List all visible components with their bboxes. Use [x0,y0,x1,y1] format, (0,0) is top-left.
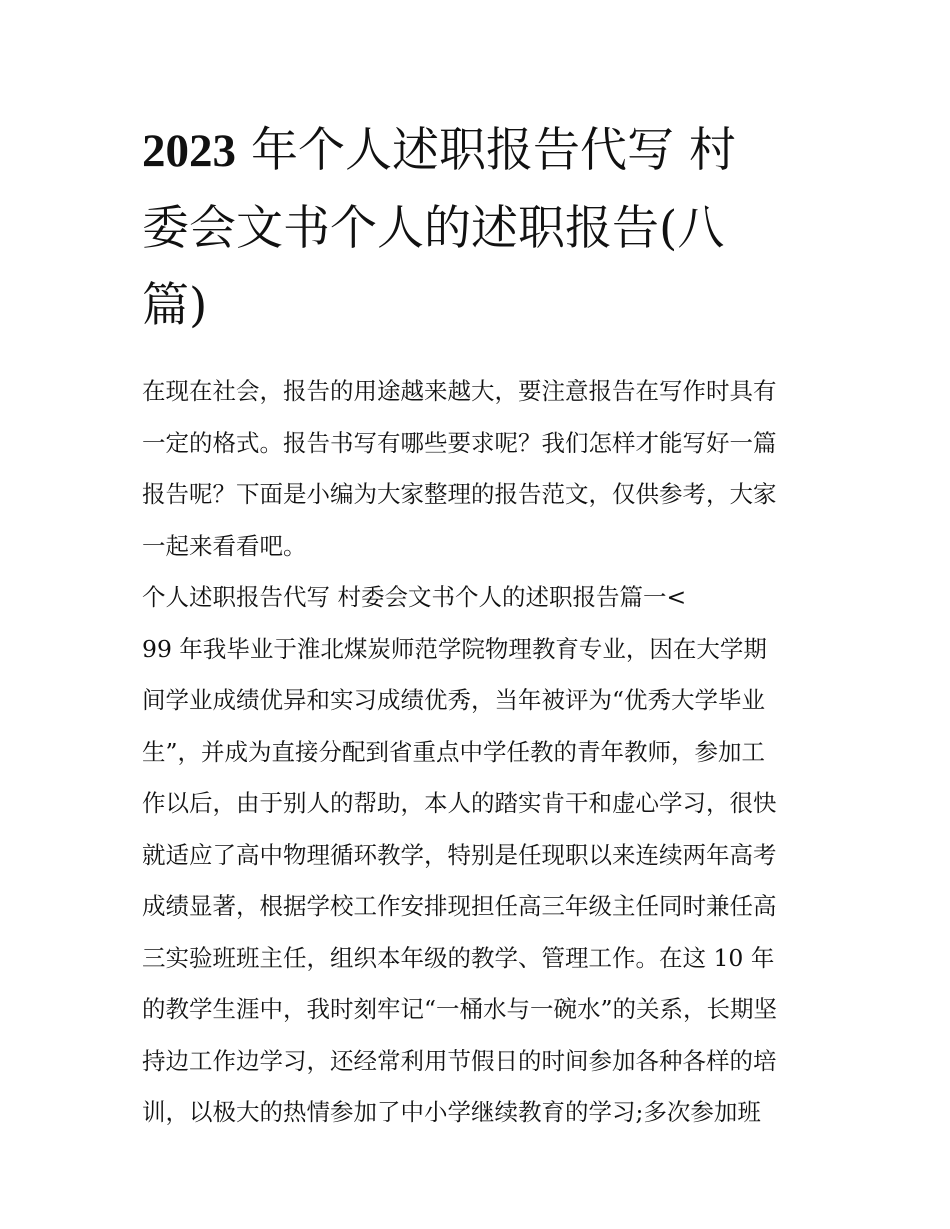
title-year: 2023 [142,125,236,177]
body-line: 作以后，由于别人的帮助，本人的踏实肯干和虚心学习，很快 [142,789,777,817]
body-line: 报告呢？下面是小编为大家整理的报告范文，仅供参考，大家 [142,480,777,508]
body-line: 训，以极大的热情参加了中小学继续教育的学习;多次参加班 [142,1098,761,1126]
body-line: 一起来看看吧。 [142,531,307,560]
document-title [142,112,812,344]
title-line-1-text: 年个人述职报告代写 村 [236,123,736,178]
body-line: 生”，并成为直接分配到省重点中学任教的青年教师，参加工 [142,737,766,766]
document-page [142,112,812,1139]
body-line: 99 年我毕业于淮北煤炭师范学院物理教育专业，因在大学期 [142,634,767,663]
section-heading: 个人述职报告代写 村委会文书个人的述职报告篇一< [142,583,687,611]
body-line: 间学业成绩优异和实习成绩优秀，当年被评为“优秀大学毕业 [142,686,766,714]
body-line: 的教学生涯中，我时刻牢记“一桶水与一碗水”的关系，长期坚 [142,995,778,1023]
body-line: 三实验班班主任，组织本年级的教学、管理工作。在这 10 年 [142,943,775,972]
title-line-1 [142,112,812,190]
body-line: 在现在社会，报告的用途越来越大，要注意报告在写作时具有 [142,377,777,405]
body-line: 成绩显著，根据学校工作安排现担任高三年级主任同时兼任高 [142,892,777,920]
title-line-3: 篇) [142,278,208,333]
title-line-2: 委会文书个人的述职报告(八 [142,201,725,256]
body-line: 一定的格式。报告书写有哪些要求呢？我们怎样才能写好一篇 [142,428,777,457]
document-body [142,366,812,1139]
body-line: 持边工作边学习，还经常利用节假日的时间参加各种各样的培 [142,1046,777,1075]
body-line: 就适应了高中物理循环教学，特别是任现职以来连续两年高考 [142,840,777,869]
